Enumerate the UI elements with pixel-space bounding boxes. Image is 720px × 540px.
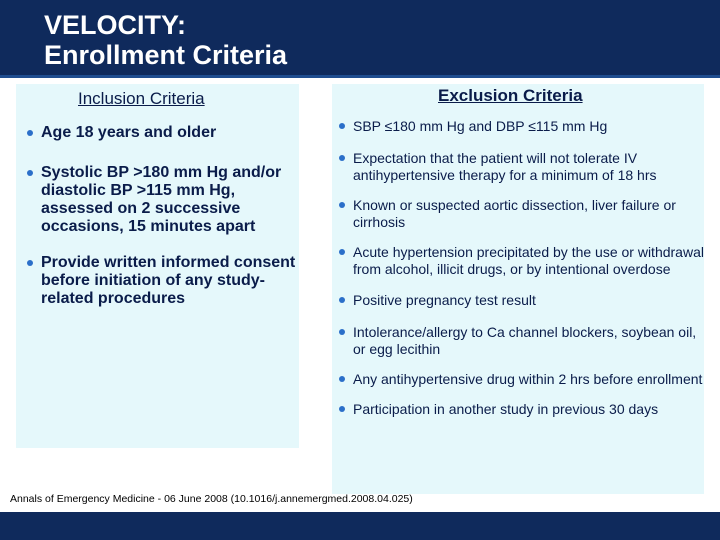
- inclusion-heading: Inclusion Criteria: [78, 89, 205, 108]
- inclusion-item-text: Age 18 years and older: [41, 124, 217, 141]
- exclusion-item-text: Any antihypertensive drug within 2 hrs before enrollment: [353, 371, 703, 387]
- citation: Annals of Emergency Medicine - 06 June 2008 (10.1016/j.annemergmed.2008.04.025): [10, 493, 413, 505]
- bullet-icon: [339, 376, 345, 382]
- title-line-1: VELOCITY:: [44, 10, 187, 40]
- inclusion-item-text: Systolic BP >180 mm Hg and/or diastolic BP >115 mm Hg, assessed on 2 successive occasions, 15 minutes apart: [41, 164, 282, 235]
- exclusion-item-text: Acute hypertension precipitated by the use or withdrawal from alcohol, illicit drugs, or by intentional overdose: [353, 244, 704, 277]
- exclusion-item-text: Known or suspected aortic dissection, liver failure or cirrhosis: [353, 197, 676, 230]
- bullet-icon: [27, 130, 33, 136]
- footer-bar: [0, 512, 720, 540]
- bullet-icon: [339, 202, 345, 208]
- inclusion-item: [41, 124, 303, 142]
- inclusion-item: [41, 164, 303, 236]
- exclusion-item-text: SBP ≤180 mm Hg and DBP ≤115 mm Hg: [353, 118, 608, 134]
- exclusion-item-text: Intolerance/allergy to Ca channel blockers, soybean oil, or egg lecithin: [353, 324, 697, 357]
- exclusion-item: [353, 150, 705, 184]
- bullet-icon: [27, 260, 33, 266]
- bullet-icon: [339, 406, 345, 412]
- exclusion-item: [353, 292, 705, 309]
- exclusion-item: [353, 118, 705, 135]
- exclusion-item-text: Positive pregnancy test result: [353, 292, 536, 308]
- exclusion-item: [353, 401, 705, 418]
- bullet-icon: [339, 249, 345, 255]
- exclusion-item: [353, 197, 705, 231]
- inclusion-list: [41, 124, 303, 308]
- exclusion-item: [353, 324, 705, 358]
- slide-title: [44, 10, 287, 70]
- bullet-icon: [27, 170, 33, 176]
- bullet-icon: [339, 155, 345, 161]
- exclusion-item: [353, 244, 705, 278]
- exclusion-item-text: Expectation that the patient will not tolerate IV antihypertensive therapy for a minimum of 18 hrs: [353, 150, 657, 183]
- bullet-icon: [339, 329, 345, 335]
- exclusion-heading: Exclusion Criteria: [438, 86, 583, 105]
- inclusion-item: [41, 254, 303, 308]
- bullet-icon: [339, 123, 345, 129]
- exclusion-list: [353, 118, 705, 418]
- inclusion-item-text: Provide written informed consent before initiation of any study-related procedures: [41, 254, 296, 307]
- exclusion-item: [353, 371, 705, 388]
- exclusion-item-text: Participation in another study in previous 30 days: [353, 401, 659, 417]
- title-line-2: Enrollment Criteria: [44, 40, 288, 70]
- bullet-icon: [339, 297, 345, 303]
